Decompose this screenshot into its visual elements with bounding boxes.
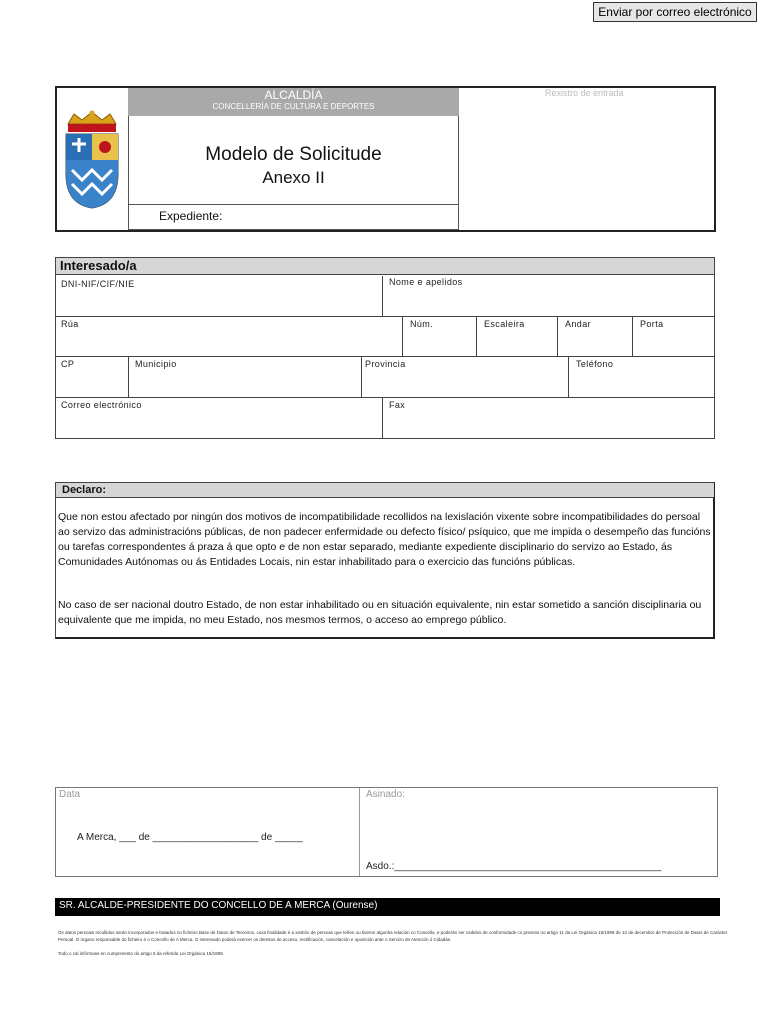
col-divider xyxy=(382,276,383,316)
form-subtitle: Anexo II xyxy=(262,168,325,187)
form-title: Modelo de Solicitude xyxy=(205,144,382,165)
dni-field[interactable]: DNI-NIF/CIF/NIE xyxy=(61,279,135,289)
registro-label: Rexistro de entrada xyxy=(545,88,624,98)
col-divider xyxy=(632,316,633,356)
asinado-label: Asinado: xyxy=(366,789,405,800)
correo-field[interactable]: Correo electrónico xyxy=(61,400,142,410)
interesado-heading: Interesado/a xyxy=(56,258,714,275)
num-field[interactable]: Núm. xyxy=(410,319,434,329)
col-divider xyxy=(476,316,477,356)
municipio-field[interactable]: Municipio xyxy=(135,359,177,369)
asdo-line[interactable]: Asdo.:________________________________________________ xyxy=(366,861,662,872)
privacy-notice-2: Todo o cal infórmase en cumprimento do artigo 5 da referida Lei Orgánica 15/1999. xyxy=(58,951,224,956)
expediente-field[interactable]: Expediente: xyxy=(128,204,459,230)
col-divider xyxy=(359,788,360,876)
row-divider xyxy=(56,356,714,357)
nome-field[interactable]: Nome e apelidos xyxy=(389,277,463,287)
telefono-field[interactable]: Teléfono xyxy=(576,359,614,369)
col-divider xyxy=(128,356,129,397)
porta-field[interactable]: Porta xyxy=(640,319,664,329)
band-subtitle: CONCELLERÍA DE CULTURA E DEPORTES xyxy=(212,102,375,111)
date-line[interactable]: A Merca, ___ de ___________________ de _____ xyxy=(77,832,303,843)
data-label: Data xyxy=(59,789,81,800)
escaleira-field[interactable]: Escaleira xyxy=(484,319,525,329)
col-divider xyxy=(361,356,362,397)
andar-field[interactable]: Andar xyxy=(565,319,592,329)
col-divider xyxy=(568,356,569,397)
provincia-field[interactable]: Provincia xyxy=(365,359,406,369)
declaro-paragraph-1: Que non estou afectado por ningún dos motivos de incompatibilidade recollidos na lexislación vixente sobre incompatibilidades do persoal ao servizo das administracións públicas, de non padecer enfermidade ou defecto físico/ psíquico, que me impida o desempeño das funcións ou tarefas correspondentes á praza á que opto e de non estar separado, mediante expediente disciplinario do servizo ao Estado, ás Comunidades Autónomas ou ás Entidades Locais, nin estar inhabilitado para o exercicio das funcións públicas. xyxy=(58,511,711,568)
declaro-paragraph-2: No caso de ser nacional doutro Estado, de non estar inhabilitado ou en situación equivalente, nin estar sometido a sanción disciplinaria ou equivalente que me impida, no meu Estado, nos mesmos termos, o acceso ao emprego público. xyxy=(58,599,702,626)
col-divider xyxy=(557,316,558,356)
col-divider xyxy=(382,397,383,438)
rua-field[interactable]: Rúa xyxy=(61,319,79,329)
band-title: ALCALDÍA xyxy=(264,88,323,102)
cp-field[interactable]: CP xyxy=(61,359,75,369)
fax-field[interactable]: Fax xyxy=(389,400,406,410)
col-divider xyxy=(402,316,403,356)
coat-of-arms-icon xyxy=(60,110,124,210)
interesado-section xyxy=(55,257,715,439)
row-divider xyxy=(56,397,714,398)
send-email-button[interactable]: Enviar por correo electrónico xyxy=(593,2,757,22)
declaro-heading: Declaro: xyxy=(56,483,714,498)
alcaldia-band xyxy=(128,88,459,116)
addressee-bar: SR. ALCALDE-PRESIDENTE DO CONCELLO DE A MERCA (Ourense) xyxy=(55,898,720,916)
privacy-notice: Os datos persoais recollidos serán incorporados e tratados no ficheiro Base de Datos de Terceiros, cuxa finalidade é a xestión de persoas que teñen ou tiveron algunha relación co Concello, e poderán ser cedidos de conformidade co previsto no artigo 11 da Lei Orgánica 15/1999 de 13 de decembro de Protección de Datos de Carácter Persoal. O órgano responsable do ficheiro é o Concello de A Merca. O interesado poderá exercer os dereitos de acceso, rectificación, cancelación e oposición ante o Servizo de Atención ó Cidadán. xyxy=(58,930,728,942)
form-title-area xyxy=(128,116,459,204)
row-divider xyxy=(56,316,714,317)
